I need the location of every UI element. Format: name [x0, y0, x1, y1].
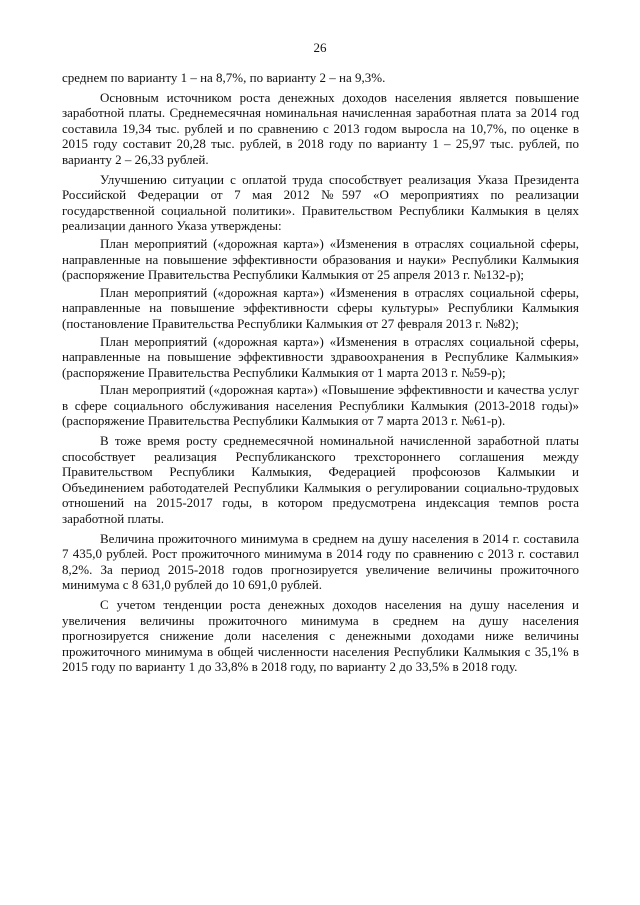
paragraph-poverty-forecast: С учетом тенденции роста денежных доходов населения на душу населения и увеличения величины прожиточного минимума в среднем на душу населения прогнозируется снижение доли населения с денежными доходами ниже величины прожиточного минимума в общей численности населения Республики Калмыкия с 35,1% в 2015 году по варианту 1 до 33,8% в 2018 году, по варианту 2 до 33,5% в 2018 году. — [62, 597, 579, 675]
paragraph-roadmap-education: План мероприятий («дорожная карта») «Изменения в отраслях социальной сферы, направленные на повышение эффективности образования и науки» Республики Калмыкия (распоряжение Правительства Республики Калмыкия от 25 апреля 2013 г. №132-р); — [62, 235, 579, 283]
page-number: 26 — [313, 40, 327, 55]
paragraph-tripartite-agreement: В тоже время росту среднемесячной номинальной начисленной заработной платы способствует реализация Республиканского трехстороннего соглашения между Правительством Республики Калмыкия, Федерацией профсоюзов Калмыкии и Объединением работодателей Республики Калмыкия о регулировании социально-трудовых отношений на 2015-2017 годы, в котором предусмотрена индексация темпов роста заработной платы. — [62, 433, 579, 527]
paragraph-roadmap-healthcare: План мероприятий («дорожная карта») «Изменения в отраслях социальной сферы, направленные на повышение эффективности здравоохранения в Республике Калмыкия» (распоряжение Правительства Республики Калмыкия от 1 марта 2013 г. №59-р); — [62, 333, 579, 380]
paragraph-subsistence-minimum: Величина прожиточного минимума в среднем на душу населения в 2014 г. составила 7 435,0 рублей. Рост прожиточного минимума в 2014 году по сравнению с 2013 г. составил 8,2%. За период 2015-2018 годов прогнозируется увеличение величины прожиточного минимума с 8 631,0 рублей до 10 691,0 рублей. — [62, 530, 579, 593]
paragraph-continuation: среднем по варианту 1 – на 8,7%, по варианту 2 – на 9,3%. — [62, 70, 386, 85]
paragraph-salary-growth: Основным источником роста денежных доходов населения является повышение заработной платы. Среднемесячная номинальная начисленная заработная плата за 2014 год составила 19,34 тыс. рублей и по сравнению с 2013 годом выросла на 10,7%, по оценке в 2015 году составит 20,28 тыс. рублей, в 2018 году по варианту 1 – 25,97 тыс. рублей, по варианту 2 – 26,33 рублей. — [62, 89, 579, 167]
paragraph-roadmap-social-services: План мероприятий («дорожная карта») «Повышение эффективности и качества услуг в сфере социального обслуживания населения Республики Калмыкия (2013-2018 годы)» (распоряжение Правительства Республики Калмыкия от 7 марта 2013 г. №61-р). — [62, 382, 579, 429]
paragraph-roadmap-culture: План мероприятий («дорожная карта») «Изменения в отраслях социальной сферы, направленные на повышение эффективности сферы культуры» Республики Калмыкия (постановление Правительства Республики Калмыкия от 27 февраля 2013 г. №82); — [62, 284, 579, 331]
paragraph-presidential-decree: Улучшению ситуации с оплатой труда способствует реализация Указа Президента Российской Федерации от 7 мая 2012 №597 «О мероприятиях по реализации государственной социальной политики». Правительством Республики Калмыкия в целях реализации данного Указа утверждены: — [62, 171, 579, 234]
document-body — [62, 70, 579, 679]
